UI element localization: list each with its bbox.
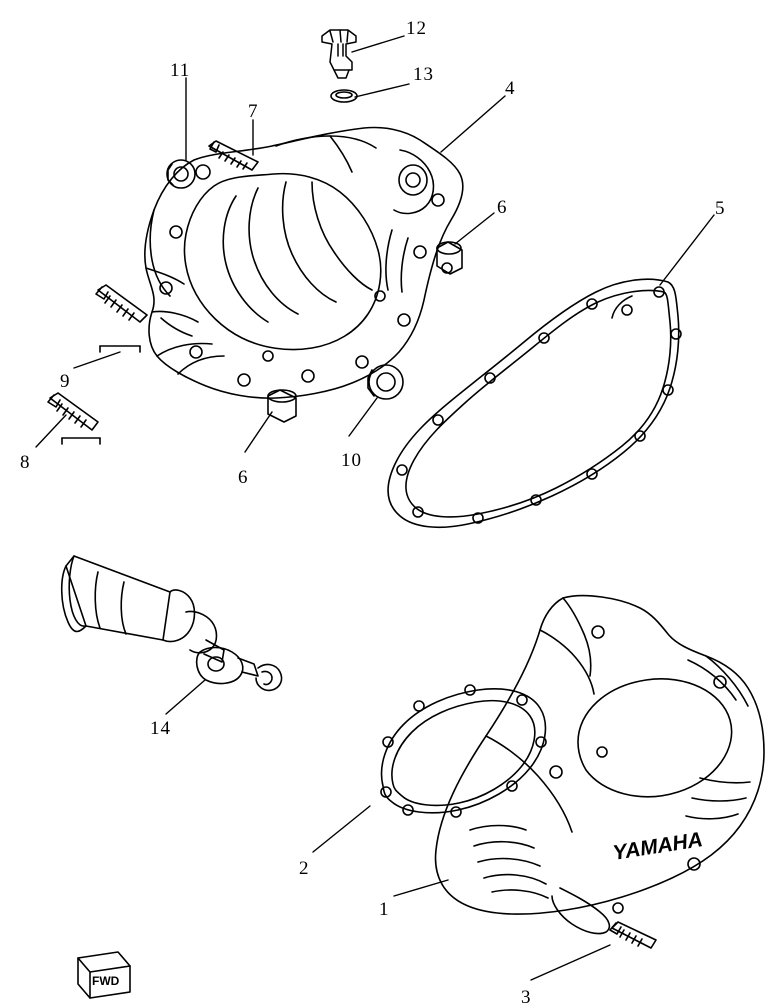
callout-13: 13 xyxy=(413,64,434,85)
fwd-label: FWD xyxy=(92,974,120,988)
part-13-oring xyxy=(331,90,357,102)
callout-12: 12 xyxy=(406,18,427,39)
part-12-plug xyxy=(322,30,356,78)
part-8-bolt xyxy=(48,393,100,444)
callout-1: 1 xyxy=(379,899,390,920)
part-9-bolt xyxy=(96,285,147,352)
callout-9: 9 xyxy=(60,371,71,392)
callout-14: 14 xyxy=(150,718,171,739)
part-5-gasket xyxy=(388,279,681,527)
part-14-starter xyxy=(62,556,224,662)
callout-7: 7 xyxy=(248,101,259,122)
part-2-gasket xyxy=(381,685,546,817)
callout-6-lower: 6 xyxy=(238,467,249,488)
part-4-crankcase xyxy=(145,128,463,399)
part-10-bearing xyxy=(368,365,403,399)
callout-8: 8 xyxy=(20,452,31,473)
callout-10: 10 xyxy=(341,450,362,471)
part-11-seal xyxy=(167,160,195,188)
yamaha-logo-text: YAMAHA xyxy=(611,828,705,865)
part-14-lever xyxy=(197,648,258,684)
callout-3: 3 xyxy=(521,987,532,1008)
callout-11: 11 xyxy=(170,60,191,81)
callout-4: 4 xyxy=(505,78,516,99)
part-14-clip xyxy=(256,665,282,691)
part-3-bolt xyxy=(610,922,656,948)
callout-2: 2 xyxy=(299,858,310,879)
leader-lines xyxy=(36,36,714,980)
callout-6-upper: 6 xyxy=(497,197,508,218)
part-7-bolt xyxy=(209,141,258,170)
part-1-cover xyxy=(436,596,764,934)
callout-5: 5 xyxy=(715,198,726,219)
part-6-dowel-lower xyxy=(268,390,296,422)
part-6-dowel-upper xyxy=(437,242,462,274)
